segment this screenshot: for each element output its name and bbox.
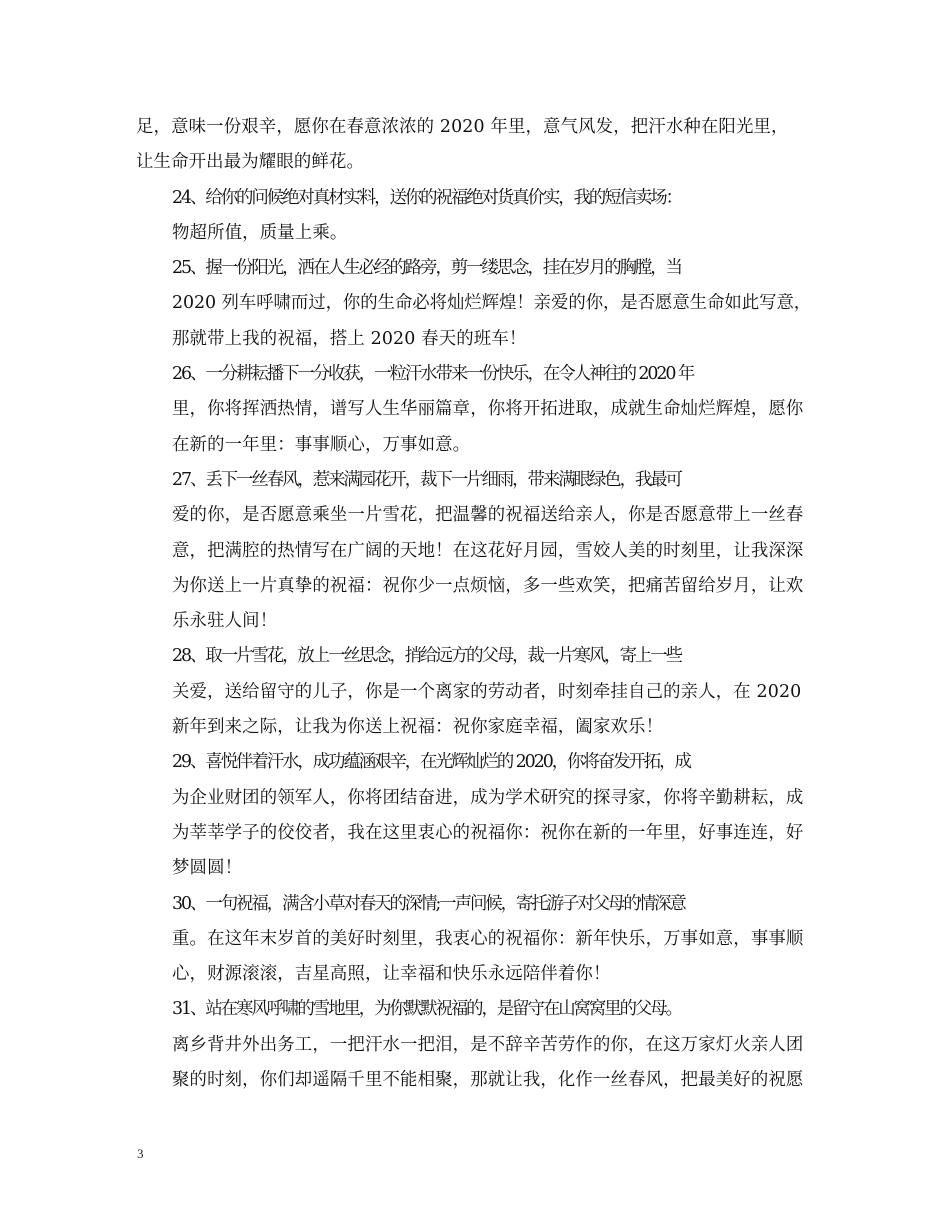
paragraph-line: 30、一句祝福，满含小草对春天的深情;一声问候，寄托游子对父母的情深意 [172, 893, 685, 914]
paragraph [136, 463, 814, 639]
paragraph-line: 为莘莘学子的佼佼者，我在这里衷心的祝福你：祝你在新的一年里，好事连连，好 [172, 822, 804, 843]
paragraph-line: 2020 列车呼啸而过，你的生命必将灿烂辉煌！亲爱的你，是否愿意生命如此写意， [172, 293, 812, 314]
paragraph-line: 为企业财团的领军人，你将团结奋进，成为学术研究的探寻家，你将辛勤耕耘，成 [172, 787, 804, 808]
paragraph-line: 聚的时刻，你们却遥隔千里不能相聚，那就让我，化作一丝春风，把最美好的祝愿 [172, 1070, 804, 1091]
paragraph-line: 心，财源滚滚，吉星高照，让幸福和快乐永远陪伴着你！ [172, 964, 611, 985]
paragraph-line: 物超所值，质量上乘。 [172, 222, 348, 243]
paragraph-line: 29、喜悦伴着汗水，成功蕴涵艰辛，在光辉灿烂的 2020，你将奋发开拓，成 [172, 752, 690, 773]
paragraph-line: 新年到来之际，让我为你送上祝福：祝你家庭幸福，阖家欢乐！ [172, 717, 664, 738]
paragraph-line: 26、一分耕耘播下一分收获，一粒汗水带来一份快乐，在令人神往的 2020 年 [172, 364, 694, 385]
paragraph [136, 110, 814, 181]
paragraph-line: 乐永驻人间！ [172, 611, 278, 632]
paragraph-line: 重。在这年末岁首的美好时刻里，我衷心的祝福你：新年快乐，万事如意，事事顺 [172, 928, 804, 949]
document-body [136, 110, 814, 1098]
paragraph-line: 24、给你的问候绝对真材实料，送你的祝福绝对货真价实，我的短信卖场： [172, 187, 681, 208]
paragraph-line: 为你送上一片真挚的祝福：祝你少一点烦恼，多一些欢笑，把痛苦留给岁月，让欢 [172, 575, 804, 596]
paragraph [136, 992, 814, 1098]
paragraph [136, 887, 814, 993]
paragraph-line: 足，意味一份艰辛，愿你在春意浓浓的 2020 年里，意气风发，把汗水种在阳光里， [136, 117, 789, 137]
paragraph-line: 28、取一片雪花，放上一丝思念，捎给远方的父母，裁一片寒风，寄上一些 [172, 646, 681, 667]
paragraph-line: 里，你将挥洒热情，谱写人生华丽篇章，你将开拓进取，成就生命灿烂辉煌，愿你 [172, 399, 804, 420]
paragraph-line: 爱的你，是否愿意乘坐一片雪花，把温馨的祝福送给亲人，你是否愿意带上一丝春 [172, 505, 804, 526]
paragraph-line: 25、握一份阳光，洒在人生必经的路旁，剪一缕思念，挂在岁月的胸膛，当 [172, 258, 681, 279]
paragraph [136, 639, 814, 745]
paragraph-line: 31、站在寒风呼啸的雪地里，为你默默祝福的，是留守在山窝窝里的父母。 [172, 999, 681, 1020]
paragraph-line: 在新的一年里：事事顺心，万事如意。 [172, 434, 471, 455]
paragraph [136, 357, 814, 463]
paragraph-line: 27、丢下一丝春风，惹来满园花开，裁下一片细雨，带来满眼绿色，我最可 [172, 469, 681, 490]
paragraph-line: 让生命开出最为耀眼的鲜花。 [136, 152, 365, 173]
page-number: 3 [137, 1146, 144, 1161]
paragraph [136, 745, 814, 886]
paragraph-line: 离乡背井外出务工，一把汗水一把泪，是不辞辛苦劳作的你，在这万家灯火亲人团 [172, 1034, 804, 1055]
paragraph-line: 意，把满腔的热情写在广阔的天地！在这花好月园，雪姣人美的时刻里，让我深深 [172, 540, 804, 561]
paragraph-line: 梦圆圆！ [172, 858, 243, 879]
paragraph-line: 那就带上我的祝福，搭上 2020 春天的班车！ [172, 328, 527, 349]
paragraph [136, 181, 814, 252]
paragraph [136, 251, 814, 357]
paragraph-line: 关爱，送给留守的儿子，你是一个离家的劳动者，时刻牵挂自己的亲人，在 2020 [172, 681, 802, 702]
